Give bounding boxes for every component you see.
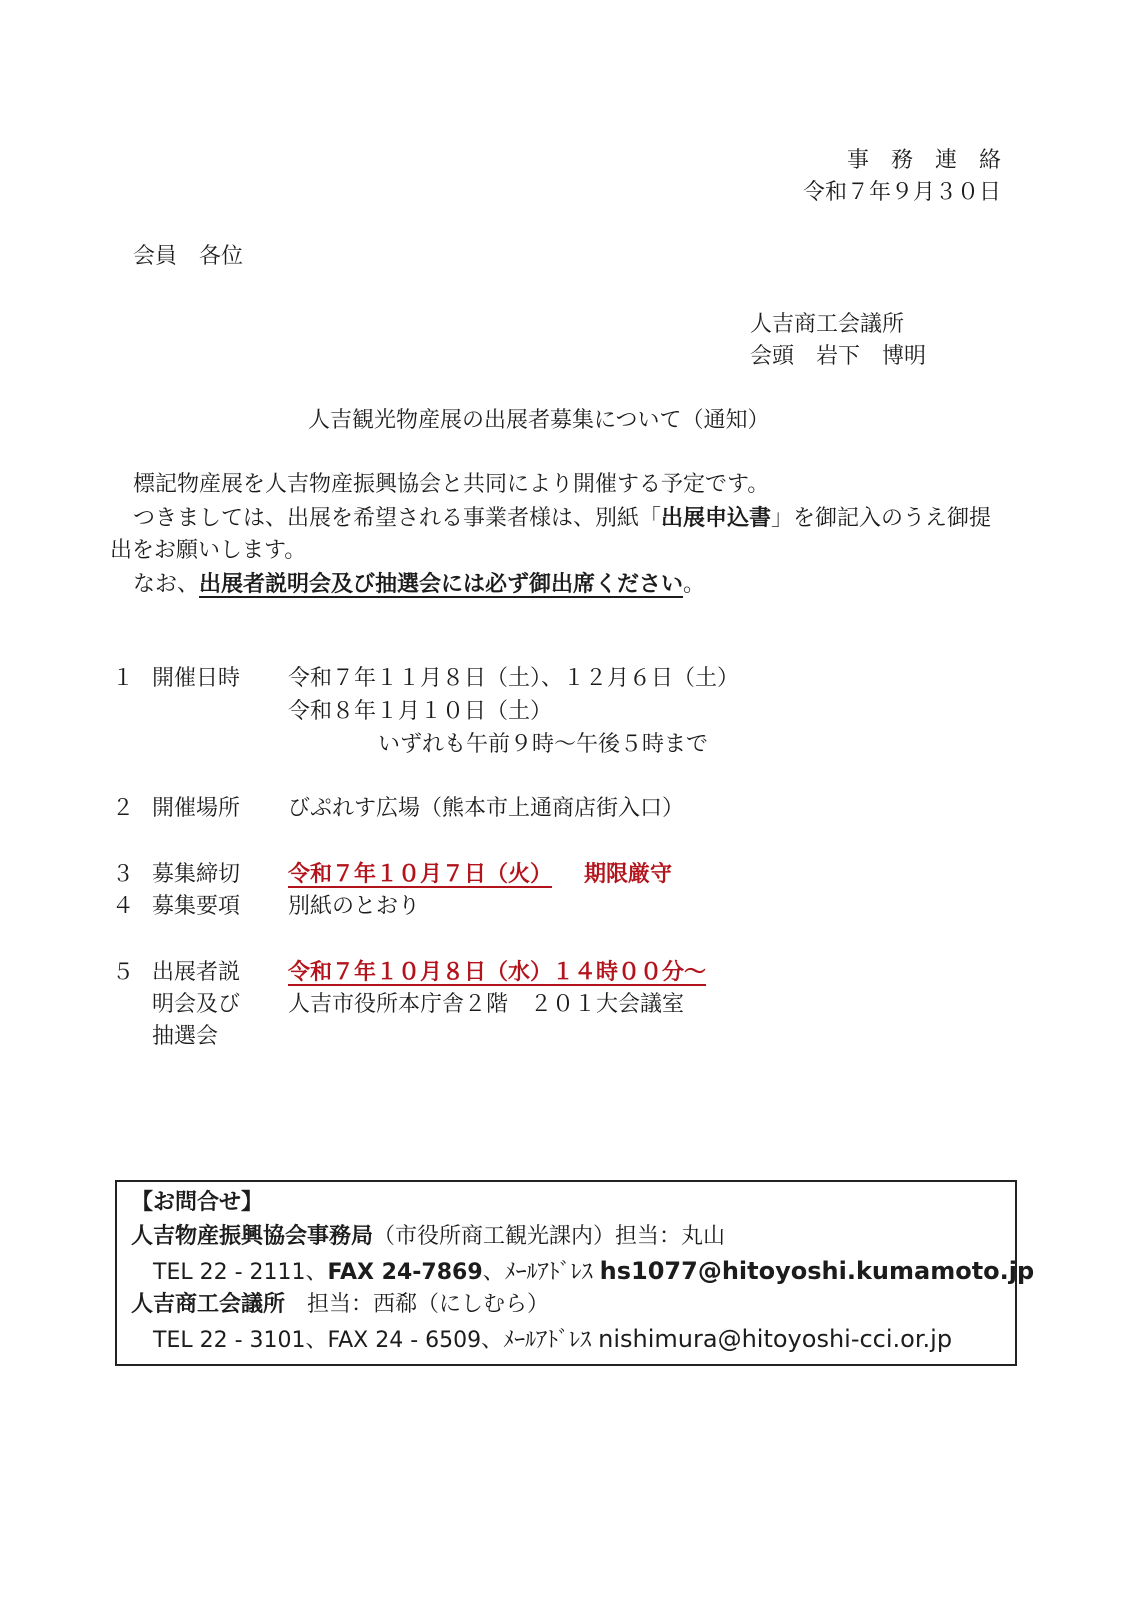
p3-pre: なお、: [133, 572, 200, 597]
contact-box: [115, 1180, 1035, 1366]
contact-org1-details: [153, 1256, 1034, 1288]
contact-org1-email[interactable]: hs1077@hitoyoshi.kumamoto.jp: [599, 1257, 1035, 1285]
item-5-datetime: 令和７年１０月８日（水）１４時００分～: [288, 960, 707, 985]
item-3-deadline: 令和７年１０月７日（火）: [288, 862, 553, 887]
item-2-value: びぷれす広場（熊本市上通商店街入口）: [288, 796, 685, 821]
body-paragraph-2-cont: 出をお願いします。: [110, 538, 307, 563]
item-1-line2: 令和８年１月１０日（土）: [288, 699, 553, 724]
item-5-number: ５: [112, 960, 135, 985]
contact-org2-note: 担当：西郗（にしむら）: [285, 1292, 550, 1317]
body-paragraph-2: [133, 504, 991, 534]
document-title: 人吉観光物産展の出展者募集について（通知）: [308, 408, 770, 433]
item-4-number: ４: [112, 894, 135, 919]
doc-date: 令和７年９月３０日: [802, 180, 1001, 205]
item-3-label: 募集締切: [152, 862, 241, 887]
p2-post: 」を御記入のうえ御提: [771, 506, 992, 531]
p2-pre: つきましては、出展を希望される事業者様は、別紙「: [133, 506, 662, 531]
p2-bold-form: 出展申込書: [661, 506, 772, 531]
item-2-label: 開催場所: [152, 796, 241, 821]
item-5-place: 人吉市役所本庁舎２階 ２０１大会議室: [288, 992, 685, 1017]
addressee: 会員 各位: [133, 244, 244, 269]
item-3-number: ３: [112, 862, 135, 887]
item-5-label-line1: 出展者説: [152, 960, 241, 985]
contact-org2-name: 人吉商工会議所: [131, 1292, 286, 1317]
contact-org2-details: [153, 1324, 952, 1356]
sender-title-name: 会頭 岩下 博明: [750, 344, 927, 369]
contact-org2-line: [131, 1290, 549, 1320]
item-5-label-line3: 抽選会: [152, 1024, 219, 1049]
doc-type: 事 務 連 絡: [846, 148, 1001, 173]
contact-org2-tel-fax: TEL 22 - 3101、FAX 24 - 6509、ﾒｰﾙｱﾄﾞﾚｽ: [153, 1328, 599, 1353]
item-1-line3: いずれも午前９時～午後５時まで: [378, 732, 709, 757]
p3-underlined-notice: 出展者説明会及び抽選会には必ず御出席ください: [199, 572, 684, 597]
contact-org1-name: 人吉物産振興協会事務局: [131, 1224, 374, 1249]
item-5-label-line2: 明会及び: [152, 992, 241, 1017]
contact-org2-email[interactable]: nishimura@hitoyoshi-cci.or.jp: [598, 1325, 953, 1353]
p3-post: 。: [683, 572, 706, 597]
contact-org1-tel: TEL 22 - 2111、: [153, 1260, 328, 1285]
item-1-line1: 令和７年１１月８日（土）、１２月６日（土）: [288, 666, 740, 691]
contact-heading: 【お問合せ】: [131, 1190, 264, 1215]
item-2-number: ２: [112, 796, 135, 821]
item-1-label: 開催日時: [152, 666, 241, 691]
contact-org1-mail-label: 、ﾒｰﾙｱﾄﾞﾚｽ: [482, 1260, 593, 1285]
contact-org1-fax: FAX 24-7869: [327, 1260, 483, 1285]
item-4-label: 募集要項: [152, 894, 241, 919]
sender-org: 人吉商工会議所: [750, 312, 905, 337]
body-paragraph-1: 標記物産展を人吉物産振興協会と共同により開催する予定です。: [133, 472, 770, 497]
contact-org1-note: （市役所商工観光課内）担当：丸山: [373, 1224, 726, 1249]
item-3-note: 期限厳守: [584, 862, 673, 887]
item-1-number: １: [112, 666, 135, 691]
item-4-value: 別紙のとおり: [288, 894, 421, 919]
contact-org1-line: [131, 1222, 725, 1252]
body-paragraph-3: [133, 570, 705, 600]
